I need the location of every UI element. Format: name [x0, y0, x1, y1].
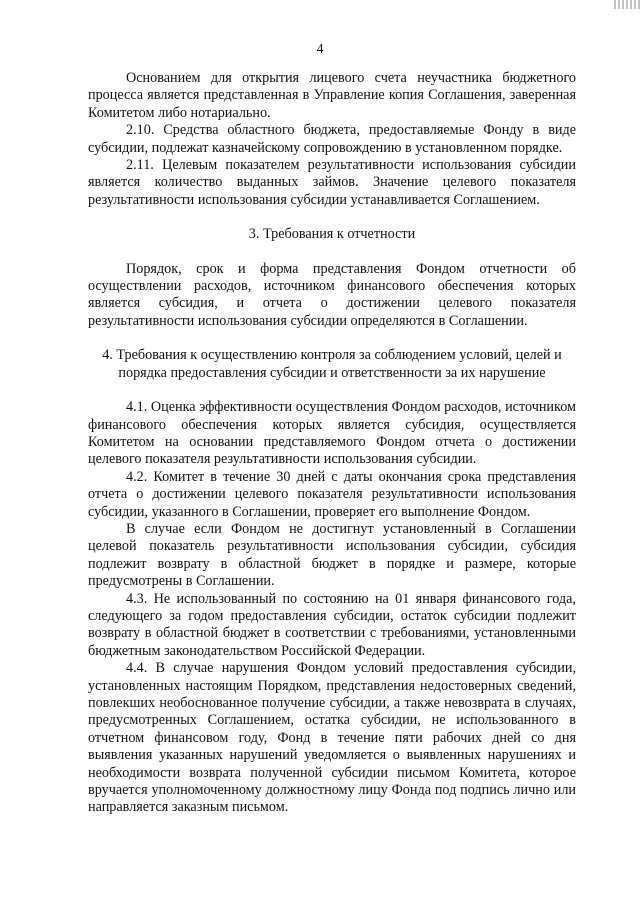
page-number: 4 [316, 42, 324, 57]
section-3-heading: 3. Требования к отчетности [248, 226, 416, 243]
paragraph-account-basis: Основанием для открытия лицевого счета неучастника бюджетного процесса является представленная в Управление копия Соглашения, заверенная Комитетом либо нотариально. [88, 70, 576, 121]
paragraph-4-2: 4.2. Комитет в течение 30 дней с даты окончания срока представления отчета о достижении целевого показателя результативности использования субсидии, указанного в Соглашении, проверяет его выполнение Фондом. [88, 468, 576, 520]
paragraph-4-4: 4.4. В случае нарушения Фондом условий предоставления субсидии, установленных настоящим Порядком, представления недостоверных сведений, повлекших необоснованное получение субсидии, а также невозврата в случаях, предусмотренных Соглашением, остатка субсидии, не использованного в отчетном финансовом году, Фонд в течение пяти рабочих дней со дня выявления указанных нарушений уведомляется о выявленных нарушениях и необходимости возврата полученной субсидии письмом Комитета, которое вручается уполномоченному должностному лицу Фонда под подпись лично или направляется заказным письмом. [88, 660, 576, 816]
paragraph-2-11: 2.11. Целевым показателем результативности использования субсидии является количество выданных займов. Значение целевого показателя результативности использования субсидии устанавливается Соглашением. [88, 157, 576, 208]
paragraph-4-1: 4.1. Оценка эффективности осуществления Фондом расходов, источником финансового обеспечения которых является субсидия, осуществляется Комитетом на основании представляемого Фондом отчета о достижении целевого показателя результативности использования субсидии. [88, 399, 576, 468]
paragraph-4-3: 4.3. Не использованный по состоянию на 01 января финансового года, следующего за годом предоставления субсидии, остаток субсидии подлежит возврату в областной бюджет в соответствии с требованиями, установленными бюджетным законодательством Российской Федерации. [88, 590, 576, 659]
paragraph-target-not-achieved: В случае если Фондом не достигнут установленный в Соглашении целевой показатель результативности использования субсидии, субсидия подлежит возврату в областной бюджет в порядке и размере, которые предусмотрены в Соглашении. [88, 520, 576, 590]
paragraph-2-10: 2.10. Средства областного бюджета, предоставляемые Фонду в виде субсидии, подлежат казначейскому сопровождению в установленном порядке. [88, 122, 576, 156]
section-4-heading: 4. Требования к осуществлению контроля за соблюдением условий, целей и порядка предоставления субсидии и ответственности за их нарушение [102, 347, 562, 381]
document-body [88, 70, 576, 817]
scan-corner-mark [614, 0, 640, 9]
paragraph-reporting-procedure: Порядок, срок и форма представления Фондом отчетности об осуществлении расходов, источником финансового обеспечения которых является субсидия, и отчета о достижении целевого показателя результативности использования субсидии определяются в Соглашении. [88, 260, 576, 329]
